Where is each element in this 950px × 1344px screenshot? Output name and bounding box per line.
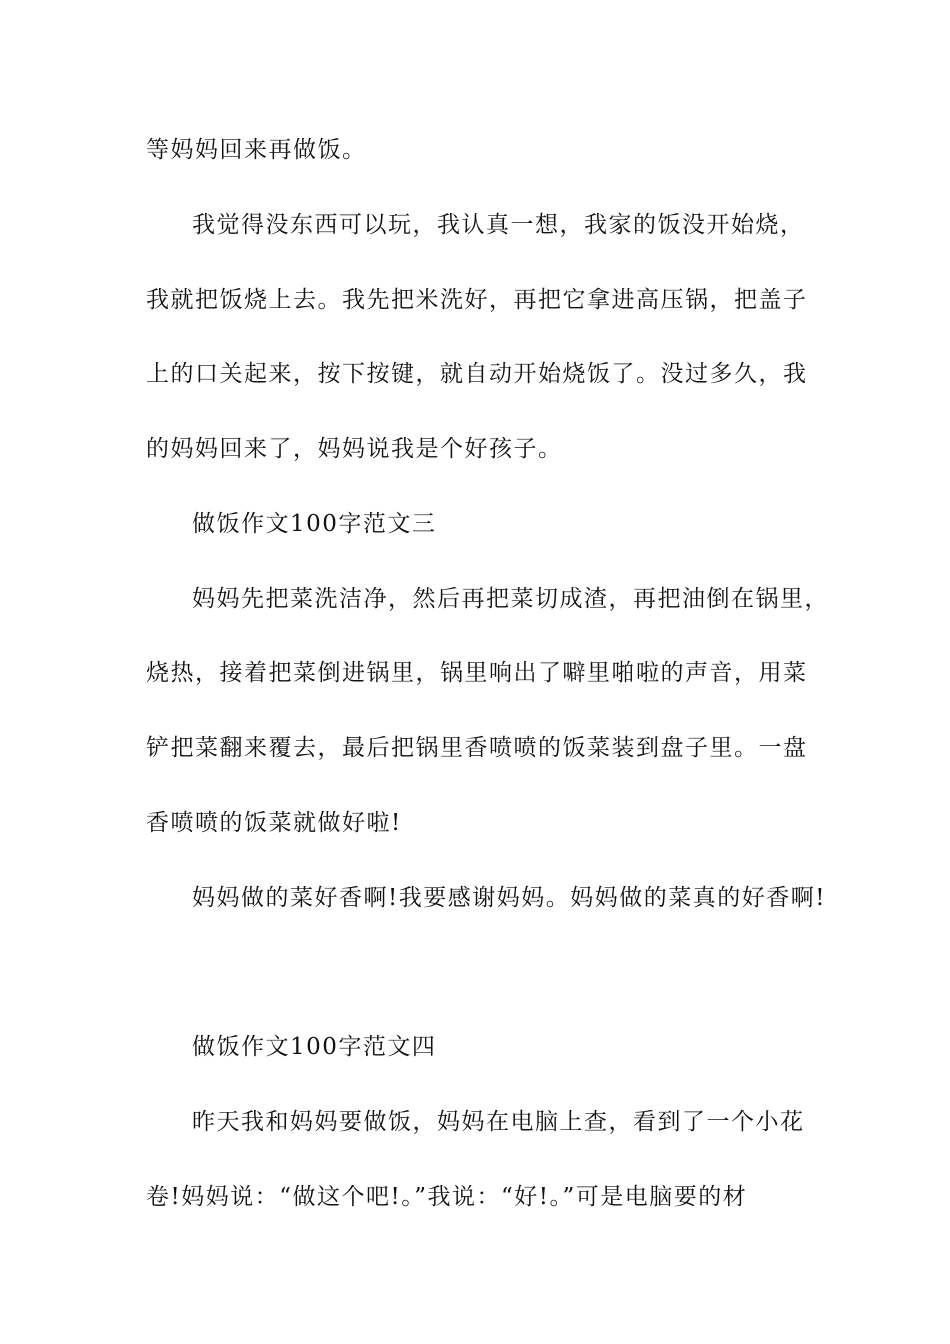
paragraph-line: 妈妈做的菜好香啊!我要感谢妈妈。妈妈做的菜真的好香啊! [192, 885, 826, 911]
paragraph-line: 等妈妈回来再做饭。 [146, 137, 367, 163]
paragraph-line: 铲把菜翻来覆去，最后把锅里香喷喷的饭菜装到盘子里。一盘 [146, 735, 808, 761]
section-heading: 做饭作文100字范文三 [192, 511, 437, 537]
paragraph-line: 烧热，接着把菜倒进锅里，锅里响出了噼里啪啦的声音，用菜 [146, 660, 808, 686]
section-heading: 做饭作文100字范文四 [192, 1034, 437, 1060]
paragraph-line: 昨天我和妈妈要做饭，妈妈在电脑上查，看到了一个小花 [192, 1109, 805, 1135]
paragraph-line: 卷!妈妈说：“做这个吧!。”我说：“好!。”可是电脑要的材 [146, 1184, 748, 1210]
paragraph-line: 妈妈先把菜洗洁净，然后再把菜切成渣，再把油倒在锅里， [192, 586, 829, 612]
paragraph-line: 我觉得没东西可以玩，我认真一想，我家的饭没开始烧， [192, 212, 805, 238]
paragraph-line: 的妈妈回来了，妈妈说我是个好孩子。 [146, 436, 563, 462]
paragraph-line: 香喷喷的饭菜就做好啦! [146, 810, 402, 836]
paragraph-line: 我就把饭烧上去。我先把米洗好，再把它拿进高压锅，把盖子 [146, 287, 808, 313]
paragraph-line: 上的口关起来，按下按键，就自动开始烧饭了。没过多久，我 [146, 361, 808, 387]
